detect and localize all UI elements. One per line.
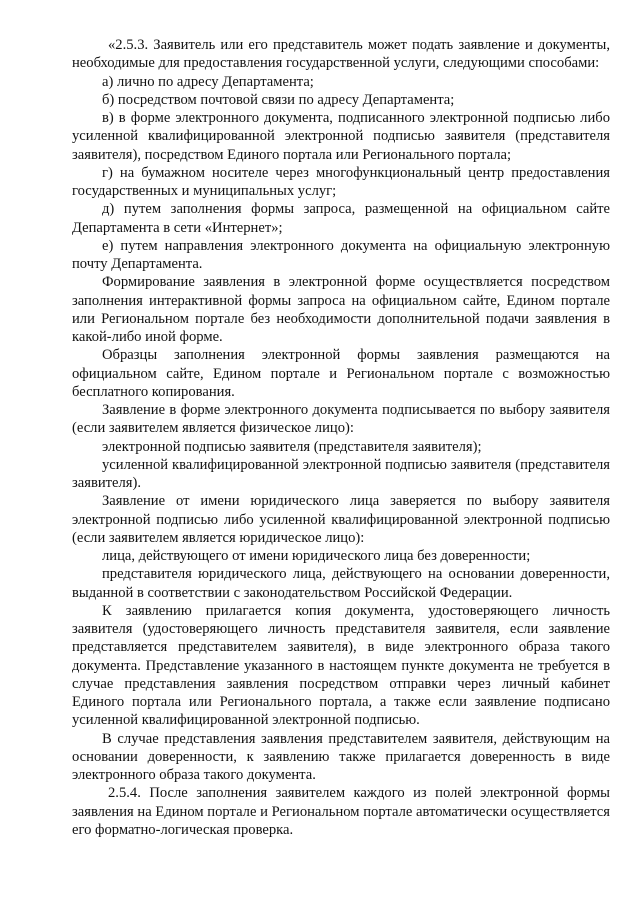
paragraph-item-v: в) в форме электронного документа, подписанного электронной подписью либо усиленной квалифицированной электронной подписью заявителя (представителя заявителя), посредством Единого портала или Регионального портала; (72, 110, 610, 163)
paragraph-item-g: г) на бумажном носителе через многофункциональный центр предоставления государственных и муниципальных услуг; (72, 164, 610, 199)
paragraph-item-d: д) путем заполнения формы запроса, размещенной на официальном сайте Департамента в сети «Интернет»; (72, 201, 610, 236)
paragraph-identity-document: К заявлению прилагается копия документа, удостоверяющего личность заявителя (удостоверяющего личность представителя заявителя, если заявление представляется представителем заявителя), в виде электронного образа такого документа. Представление указанного в настоящем пункте документа не требуется в случае представления заявления посредством отправки через личный кабинет Единого портала или Регионального портала, а также если заявление подписано усиленной квалифицированной электронной подписью. (72, 602, 610, 729)
paragraph-2-5-4: 2.5.4. После заполнения заявителем каждого из полей электронной формы заявления на Едином портале и Региональном портале автоматически осуществляется его форматно-логическая проверка. (72, 785, 610, 838)
paragraph-electronic-form: Формирование заявления в электронной форме осуществляется посредством заполнения интерактивной формы запроса на официальном сайте, Едином портале или Региональном портале без необходимости дополнительной подачи заявления в какой-либо иной форме. (72, 274, 610, 345)
paragraph-form-samples: Образцы заполнения электронной формы заявления размещаются на официальном сайте, Едином портале и Региональном портале с возможностью бесплатного копирования. (72, 347, 610, 400)
paragraph-qualified-signature: усиленной квалифицированной электронной подписью заявителя (представителя заявителя). (72, 456, 610, 491)
paragraph-individual-signature: Заявление в форме электронного документа подписывается по выбору заявителя (если заявителем является физическое лицо): (72, 402, 610, 437)
paragraph-2-5-3-intro: «2.5.3. Заявитель или его представитель может подать заявление и документы, необходимые для предоставления государственной услуги, следующими способами: (72, 37, 610, 72)
paragraph-simple-signature: электронной подписью заявителя (представителя заявителя); (102, 438, 482, 455)
paragraph-item-a: а) лично по адресу Департамента; (102, 73, 314, 90)
paragraph-legal-entity-signature: Заявление от имени юридического лица заверяется по выбору заявителя электронной подписью либо усиленной квалифицированной электронной подписью (если заявителем является юридическое лицо): (72, 493, 610, 546)
paragraph-with-power-of-attorney: представителя юридического лица, действующего на основании доверенности, выданной в соответствии с законодательством Российской Федерации. (72, 566, 610, 601)
paragraph-item-b: б) посредством почтовой связи по адресу Департамента; (102, 91, 455, 108)
paragraph-without-power-of-attorney: лица, действующего от имени юридического лица без доверенности; (102, 548, 531, 564)
paragraph-representative-attorney: В случае представления заявления представителем заявителя, действующим на основании доверенности, к заявлению также прилагается доверенность в виде электронного образа такого документа. (72, 730, 610, 783)
paragraph-item-e: е) путем направления электронного документа на официальную электронную почту Департамента. (72, 237, 610, 272)
